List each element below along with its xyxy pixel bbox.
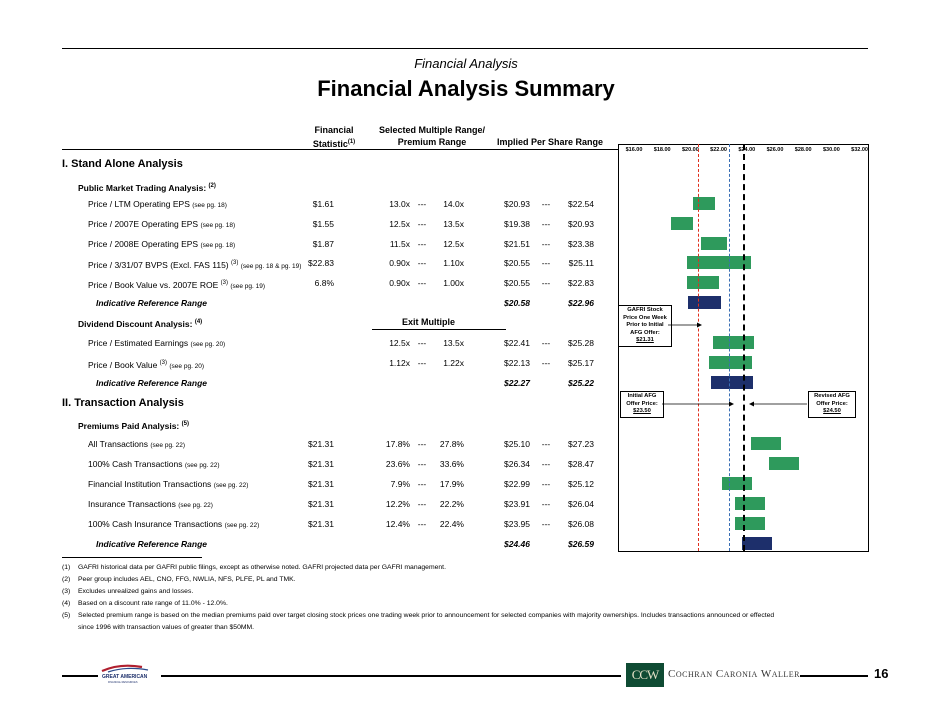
implied-dash: ---: [541, 258, 551, 268]
implied-low: $21.51: [504, 239, 530, 249]
exit-multiple-label: Exit Multiple: [402, 317, 456, 327]
callout-line: Price One Week: [623, 314, 667, 321]
section-premiums: Premiums Paid Analysis: $^{(5)}$: [78, 420, 189, 431]
callout-line: Revised AFG: [814, 393, 850, 399]
row-label: All Transactions (see pg. 22): [88, 439, 186, 449]
implied-high: $25.17: [568, 358, 594, 368]
footnote-text: Selected premium range is based on the median premiums paid over target closing stock prices one trading week prior to announcement for selected companies with majority ownerships. Includes transactions announced or effected: [78, 612, 775, 619]
multiple-high: 1.10x: [443, 258, 464, 268]
range-bar: [701, 237, 727, 250]
multiple-dash: ---: [417, 459, 427, 469]
top-rule: [62, 48, 868, 49]
col-header-statistic: Financial Statistic$^{(1)}$: [312, 125, 356, 149]
multiple-dash: ---: [417, 239, 427, 249]
header-rule: [62, 149, 618, 150]
table-row: [62, 333, 618, 353]
page-number: 16: [874, 666, 889, 681]
multiple-high: 1.22x: [443, 358, 464, 368]
row-label: Indicative Reference Range: [96, 298, 208, 308]
table-row: [62, 494, 618, 514]
implied-high: $22.96: [568, 298, 594, 308]
multiple-low: 12.4%: [385, 519, 410, 529]
implied-low: $22.27: [504, 378, 530, 388]
multiple-low: 0.90x: [389, 258, 410, 268]
scale-label: $28.00: [794, 147, 812, 153]
implied-high: $26.59: [568, 539, 594, 549]
arrow-stock-head: [697, 323, 702, 328]
implied-dash: ---: [541, 338, 551, 348]
row-label: Price / 2007E Operating EPS (see pg. 18): [88, 219, 236, 229]
footer-rule-left: [62, 675, 98, 677]
multiple-dash: ---: [417, 519, 427, 529]
implied-high: $25.11: [568, 258, 594, 268]
financial-statistic: $21.31: [308, 499, 334, 509]
implied-high: $22.83: [568, 278, 594, 288]
row-label: Indicative Reference Range: [96, 378, 208, 388]
row-label: Insurance Transactions (see pg. 22): [88, 499, 213, 509]
implied-dash: ---: [541, 199, 551, 209]
implied-low: $22.99: [504, 479, 530, 489]
multiple-low: 23.6%: [385, 459, 410, 469]
multiple-low: 12.5x: [389, 219, 410, 229]
financial-statistic: $1.55: [312, 219, 334, 229]
col-header-multiple: Selected Multiple Range/ Premium Range: [378, 125, 486, 147]
callout-line: Initial AFG: [627, 393, 657, 399]
implied-low: $24.46: [504, 539, 530, 549]
multiple-high: 1.00x: [443, 278, 464, 288]
indicative-range-row: [62, 293, 618, 313]
implied-high: $27.23: [568, 439, 594, 449]
scale-label: $18.00: [653, 147, 671, 153]
footnote-text: GAFRI historical data per GAFRI public filings, except as otherwise noted. GAFRI projected data per GAFRI management.: [78, 564, 446, 571]
table-row: [62, 194, 618, 214]
financial-statistic: $21.31: [308, 439, 334, 449]
multiple-dash: ---: [417, 479, 427, 489]
multiple-high: 27.8%: [439, 439, 464, 449]
callout-line: Offer Price:: [626, 400, 658, 407]
table-row: [62, 474, 618, 494]
multiple-low: 12.2%: [385, 499, 410, 509]
col-header-implied: Implied Per Share Range: [496, 137, 604, 147]
section-public-market: Public Market Trading Analysis: $^{(2)}$: [78, 182, 216, 193]
footnote-number: (4): [62, 600, 71, 607]
range-bar: [687, 276, 719, 289]
multiple-low: 13.0x: [389, 199, 410, 209]
implied-dash: ---: [541, 519, 551, 529]
multiple-low: 17.8%: [385, 439, 410, 449]
scale-label: $24.00: [738, 147, 756, 153]
implied-dash: ---: [541, 278, 551, 288]
implied-high: $20.93: [568, 219, 594, 229]
implied-high: $25.12: [568, 479, 594, 489]
implied-high: $23.38: [568, 239, 594, 249]
callout-line: $21.31: [636, 337, 654, 343]
range-bar: [687, 256, 751, 269]
implied-low: $26.34: [504, 459, 530, 469]
multiple-high: 22.2%: [439, 499, 464, 509]
row-label: 100% Cash Insurance Transactions (see pg. 22): [88, 519, 260, 529]
implied-low: $22.41: [504, 338, 530, 348]
scale-label: $32.00: [851, 147, 868, 153]
implied-dash: ---: [541, 239, 551, 249]
arrow-revised-head: [749, 402, 754, 407]
multiple-low: 7.9%: [390, 479, 410, 489]
table-row: [62, 434, 618, 454]
range-bar: [693, 197, 716, 210]
implied-low: $25.10: [504, 439, 530, 449]
multiple-high: 12.5x: [443, 239, 464, 249]
great-american-logo: GREAT AMERICAN FINANCIAL RESOURCES: [100, 662, 158, 686]
multiple-low: 1.12x: [389, 358, 410, 368]
exit-multiple-rule: [372, 329, 506, 330]
financial-statistic: $21.31: [308, 479, 334, 489]
range-bar: [735, 517, 765, 530]
implied-high: $26.08: [568, 519, 594, 529]
callout-line: Offer Price:: [816, 400, 848, 407]
table-row: [62, 514, 618, 534]
implied-dash: ---: [541, 499, 551, 509]
firm-name: Cochran Caronia Waller: [668, 668, 801, 680]
implied-dash: ---: [541, 459, 551, 469]
section-dividend: Dividend Discount Analysis: $^{(4)}$ Exit Multiple: [62, 312, 618, 332]
multiple-dash: ---: [417, 258, 427, 268]
table-row: [62, 454, 618, 474]
scale-label: $16.00: [625, 147, 643, 153]
footer-rule-right: [800, 675, 868, 677]
multiple-dash: ---: [417, 199, 427, 209]
footnote-text: Excludes unrealized gains and losses.: [78, 588, 194, 595]
multiple-dash: ---: [417, 358, 427, 368]
footnote-number: (3): [62, 588, 71, 595]
implied-high: $25.28: [568, 338, 594, 348]
financial-statistic: $1.61: [312, 199, 334, 209]
section-transaction: II. Transaction Analysis: [62, 397, 184, 409]
callout-line: $24.50: [823, 408, 841, 414]
implied-high: $26.04: [568, 499, 594, 509]
row-label: Price / LTM Operating EPS (see pg. 18): [88, 199, 227, 209]
financial-statistic: $22.83: [308, 258, 334, 268]
scale-label: $30.00: [822, 147, 840, 153]
multiple-high: 22.4%: [439, 519, 464, 529]
multiple-high: 33.6%: [439, 459, 464, 469]
scale-label: $22.00: [710, 147, 727, 153]
page-title: Financial Analysis Summary: [317, 76, 615, 101]
indicative-range-row: [62, 534, 618, 554]
implied-high: $25.22: [568, 378, 594, 388]
implied-low: $23.95: [504, 519, 530, 529]
multiple-high: 14.0x: [443, 199, 464, 209]
multiple-high: 13.5x: [443, 338, 464, 348]
multiple-dash: ---: [417, 278, 427, 288]
implied-low: $23.91: [504, 499, 530, 509]
implied-low: $20.55: [504, 278, 530, 288]
callout-line: Prior to Initial: [626, 322, 664, 328]
footnote-number: (1): [62, 564, 71, 571]
row-label: 100% Cash Transactions (see pg. 22): [88, 459, 220, 469]
row-label: Price / 2008E Operating EPS (see pg. 18): [88, 239, 236, 249]
financial-statistic: $21.31: [308, 459, 334, 469]
multiple-high: 13.5x: [443, 219, 464, 229]
range-bar: [722, 477, 752, 490]
callout-line: $23.50: [633, 408, 651, 414]
footnote-text: Based on a discount rate range of 11.0% - 12.0%.: [78, 600, 228, 607]
implied-dash: ---: [541, 358, 551, 368]
implied-low: $20.55: [504, 258, 530, 268]
callout-line: AFG Offer:: [630, 329, 660, 336]
footnote-text: since 1996 with transaction values of greater than $50MM.: [78, 624, 255, 631]
range-bar: [671, 217, 693, 230]
row-label: Price / 3/31/07 BVPS (Excl. FAS 115) $^{(3)}$ (see pg. 18 & pg. 19): [88, 259, 302, 270]
scale-label: $20.00: [681, 147, 699, 153]
implied-low: $22.13: [504, 358, 530, 368]
financial-statistic: 6.8%: [314, 278, 334, 288]
implied-low: $19.38: [504, 219, 530, 229]
scale-label: $26.00: [766, 147, 784, 153]
arrow-initial-head: [729, 402, 734, 407]
range-bar: [769, 457, 799, 470]
section-stand-alone: I. Stand Alone Analysis: [62, 158, 183, 170]
implied-high: $28.47: [568, 459, 594, 469]
table-row: [62, 214, 618, 234]
implied-dash: ---: [541, 439, 551, 449]
table-row: [62, 353, 618, 373]
range-bar: [735, 497, 765, 510]
range-bar: [751, 437, 781, 450]
row-label: Indicative Reference Range: [96, 539, 208, 549]
callout-arrows: [618, 300, 868, 420]
multiple-dash: ---: [417, 338, 427, 348]
financial-statistic: $21.31: [308, 519, 334, 529]
financial-statistic: $1.87: [312, 239, 334, 249]
row-label: Price / Estimated Earnings (see pg. 20): [88, 338, 226, 348]
row-label: Price / Book Value vs. 2007E ROE $^{(3)}$ (see pg. 19): [88, 279, 266, 290]
table-row: [62, 234, 618, 254]
implied-dash: ---: [541, 479, 551, 489]
implied-dash: ---: [541, 219, 551, 229]
table-row: [62, 253, 618, 273]
row-label: Price / Book Value $^{(3)}$ (see pg. 20): [88, 359, 205, 370]
footnote-text: Peer group includes AEL, CNO, FFG, NWLIA, NFS, PLFE, PL and TMK.: [78, 576, 296, 583]
multiple-dash: ---: [417, 499, 427, 509]
footer-rule-mid: [161, 675, 621, 677]
multiple-low: 0.90x: [389, 278, 410, 288]
indicative-range-row: [62, 373, 618, 393]
multiple-dash: ---: [417, 219, 427, 229]
multiple-low: 12.5x: [389, 338, 410, 348]
indicative-range-bar: [742, 537, 772, 550]
row-label: Financial Institution Transactions (see pg. 22): [88, 479, 249, 489]
table-row: [62, 273, 618, 293]
multiple-dash: ---: [417, 439, 427, 449]
implied-low: $20.93: [504, 199, 530, 209]
page-subtitle: Financial Analysis: [414, 56, 518, 71]
implied-low: $20.58: [504, 298, 530, 308]
implied-high: $22.54: [568, 199, 594, 209]
multiple-low: 11.5x: [389, 239, 410, 249]
callout-line: GAFRI Stock: [627, 307, 663, 313]
footnote-number: (2): [62, 576, 71, 583]
footnote-number: (5): [62, 612, 71, 619]
ccw-logo-mark: CCW: [626, 663, 664, 687]
footnote-rule: [62, 557, 202, 558]
multiple-high: 17.9%: [439, 479, 464, 489]
